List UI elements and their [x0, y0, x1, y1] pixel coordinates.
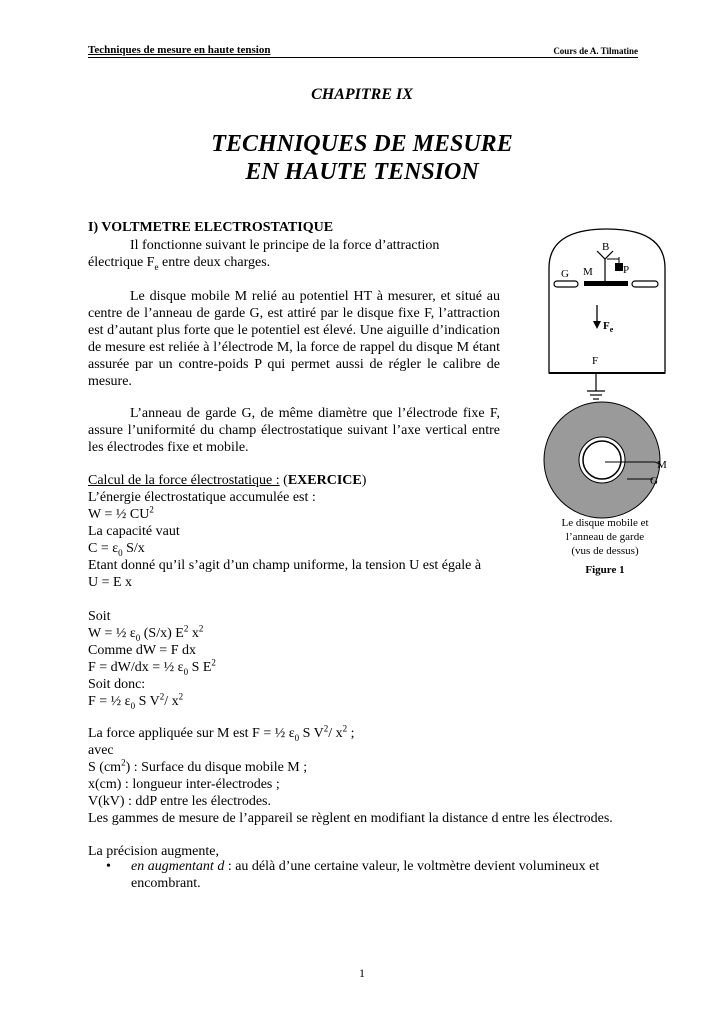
counterweight-p	[615, 263, 623, 271]
label-g-top: G	[650, 475, 658, 487]
calc-formula-u: U = E x	[88, 575, 133, 590]
precision-intro: La précision augmente,	[88, 844, 220, 859]
label-p: P	[623, 264, 630, 276]
chapter-label: CHAPITRE IX	[311, 86, 413, 103]
intro-paragraph	[88, 237, 500, 271]
calc-line-field: Etant donné qu’il s’agit d’un champ uniforme, la tension U est égale à	[88, 558, 482, 573]
voltmeter-side-view	[549, 229, 665, 399]
calc-formula-c: $C = \varepsilon_0$ S/x	[88, 541, 145, 558]
figure-caption	[540, 516, 670, 558]
intro-line-1: Il fonctionne suivant le principe de la force d’attraction	[130, 238, 440, 253]
formula-force-final: F = ½ $\varepsilon_0$ S $V^2/$ $x^2$	[88, 691, 184, 711]
mobile-disk-top	[583, 441, 621, 479]
title-line-1: TECHNIQUES DE MESURE	[211, 131, 513, 157]
label-f: F	[592, 355, 599, 367]
calc-heading: Calcul de la force électrostatique : (EXERCICE)	[88, 473, 367, 488]
caption-line-1: Le disque mobile et	[561, 517, 649, 529]
soit-donc-line: Soit donc:	[88, 677, 146, 692]
page-number: 1	[359, 966, 365, 980]
calc-line-energy: L’énergie électrostatique accumulée est :	[88, 490, 316, 505]
header-author: Cours de A. Tilmatine	[553, 46, 638, 56]
label-m-top: M	[657, 459, 667, 471]
variable-x: x(cm) : longueur inter-électrodes ;	[88, 777, 280, 792]
force-applied-line: La force appliquée sur M est F = ½ $\varepsilon_0$ S $V^2/$ $x^2$ ;	[88, 723, 355, 743]
label-fe: $F_e$	[603, 320, 614, 334]
soit-line: Soit	[88, 609, 111, 624]
figure-label: Figure 1	[585, 564, 625, 576]
label-m: M	[583, 266, 593, 278]
formula-force-derivative: F = dW/dx = ½ $\varepsilon_0$ S $E^2$	[88, 657, 216, 677]
variable-s: S $(cm^2)$ : Surface du disque mobile M ;	[88, 757, 308, 775]
mobile-disk	[584, 281, 628, 286]
variable-v: V(kV) : ddP entre les électrodes.	[88, 794, 271, 809]
header-course-title: Techniques de mesure en haute tension	[88, 44, 271, 56]
calc-line-capacity: La capacité vaut	[88, 524, 180, 539]
measurement-ranges-line: Les gammes de mesure de l’appareil se règlent en modifiant la distance d entre les électrodes.	[88, 811, 613, 826]
paragraph-anneau-garde: L’anneau de garde G, de même diamètre que l’électrode fixe F, assure l’uniformité du champ électrostatique suivant l’axe vertical entre les électrodes fixe et mobile.	[88, 406, 500, 455]
label-b: B	[602, 241, 610, 253]
caption-line-3: (vus de dessus)	[571, 545, 639, 557]
bullet-dot: •	[106, 859, 111, 874]
header-rule	[88, 57, 638, 58]
formula-w-expanded: W = ½ $\varepsilon_0$ (S/x) $E^2$ $x^2$	[88, 623, 204, 643]
precision-bullet-text: en augmentant d : au délà d’une certaine valeur, le voltmètre devient volumineux et encombrant.	[131, 859, 600, 891]
formula-dw: Comme dW = F dx	[88, 643, 196, 658]
paragraph-disque-mobile: Le disque mobile M relié au potentiel HT à mesurer, et situé au centre de l’anneau de garde G, est attiré par le disque fixe F, l’attraction est d’autant plus forte que le potentiel est élevé. Une aiguille d’indication de mesure est reliée à l’électrode M, la force de rappel du disque M étant assurée par un contre-poids P qui permet aussi de régler le calibre de mesure.	[88, 289, 500, 389]
page-title	[0, 130, 724, 186]
intro-line-2: électrique $F_e$ entre deux charges.	[88, 255, 271, 272]
section-title: I) VOLTMETRE ELECTROSTATIQUE	[88, 220, 334, 235]
voltmeter-top-view	[544, 402, 667, 518]
label-g: G	[561, 268, 569, 280]
avec-line: avec	[88, 743, 114, 758]
title-line-2: EN HAUTE TENSION	[245, 159, 479, 185]
calc-formula-w: W = ½ $CU^2$	[88, 504, 154, 522]
caption-line-2: l’anneau de garde	[565, 531, 645, 543]
